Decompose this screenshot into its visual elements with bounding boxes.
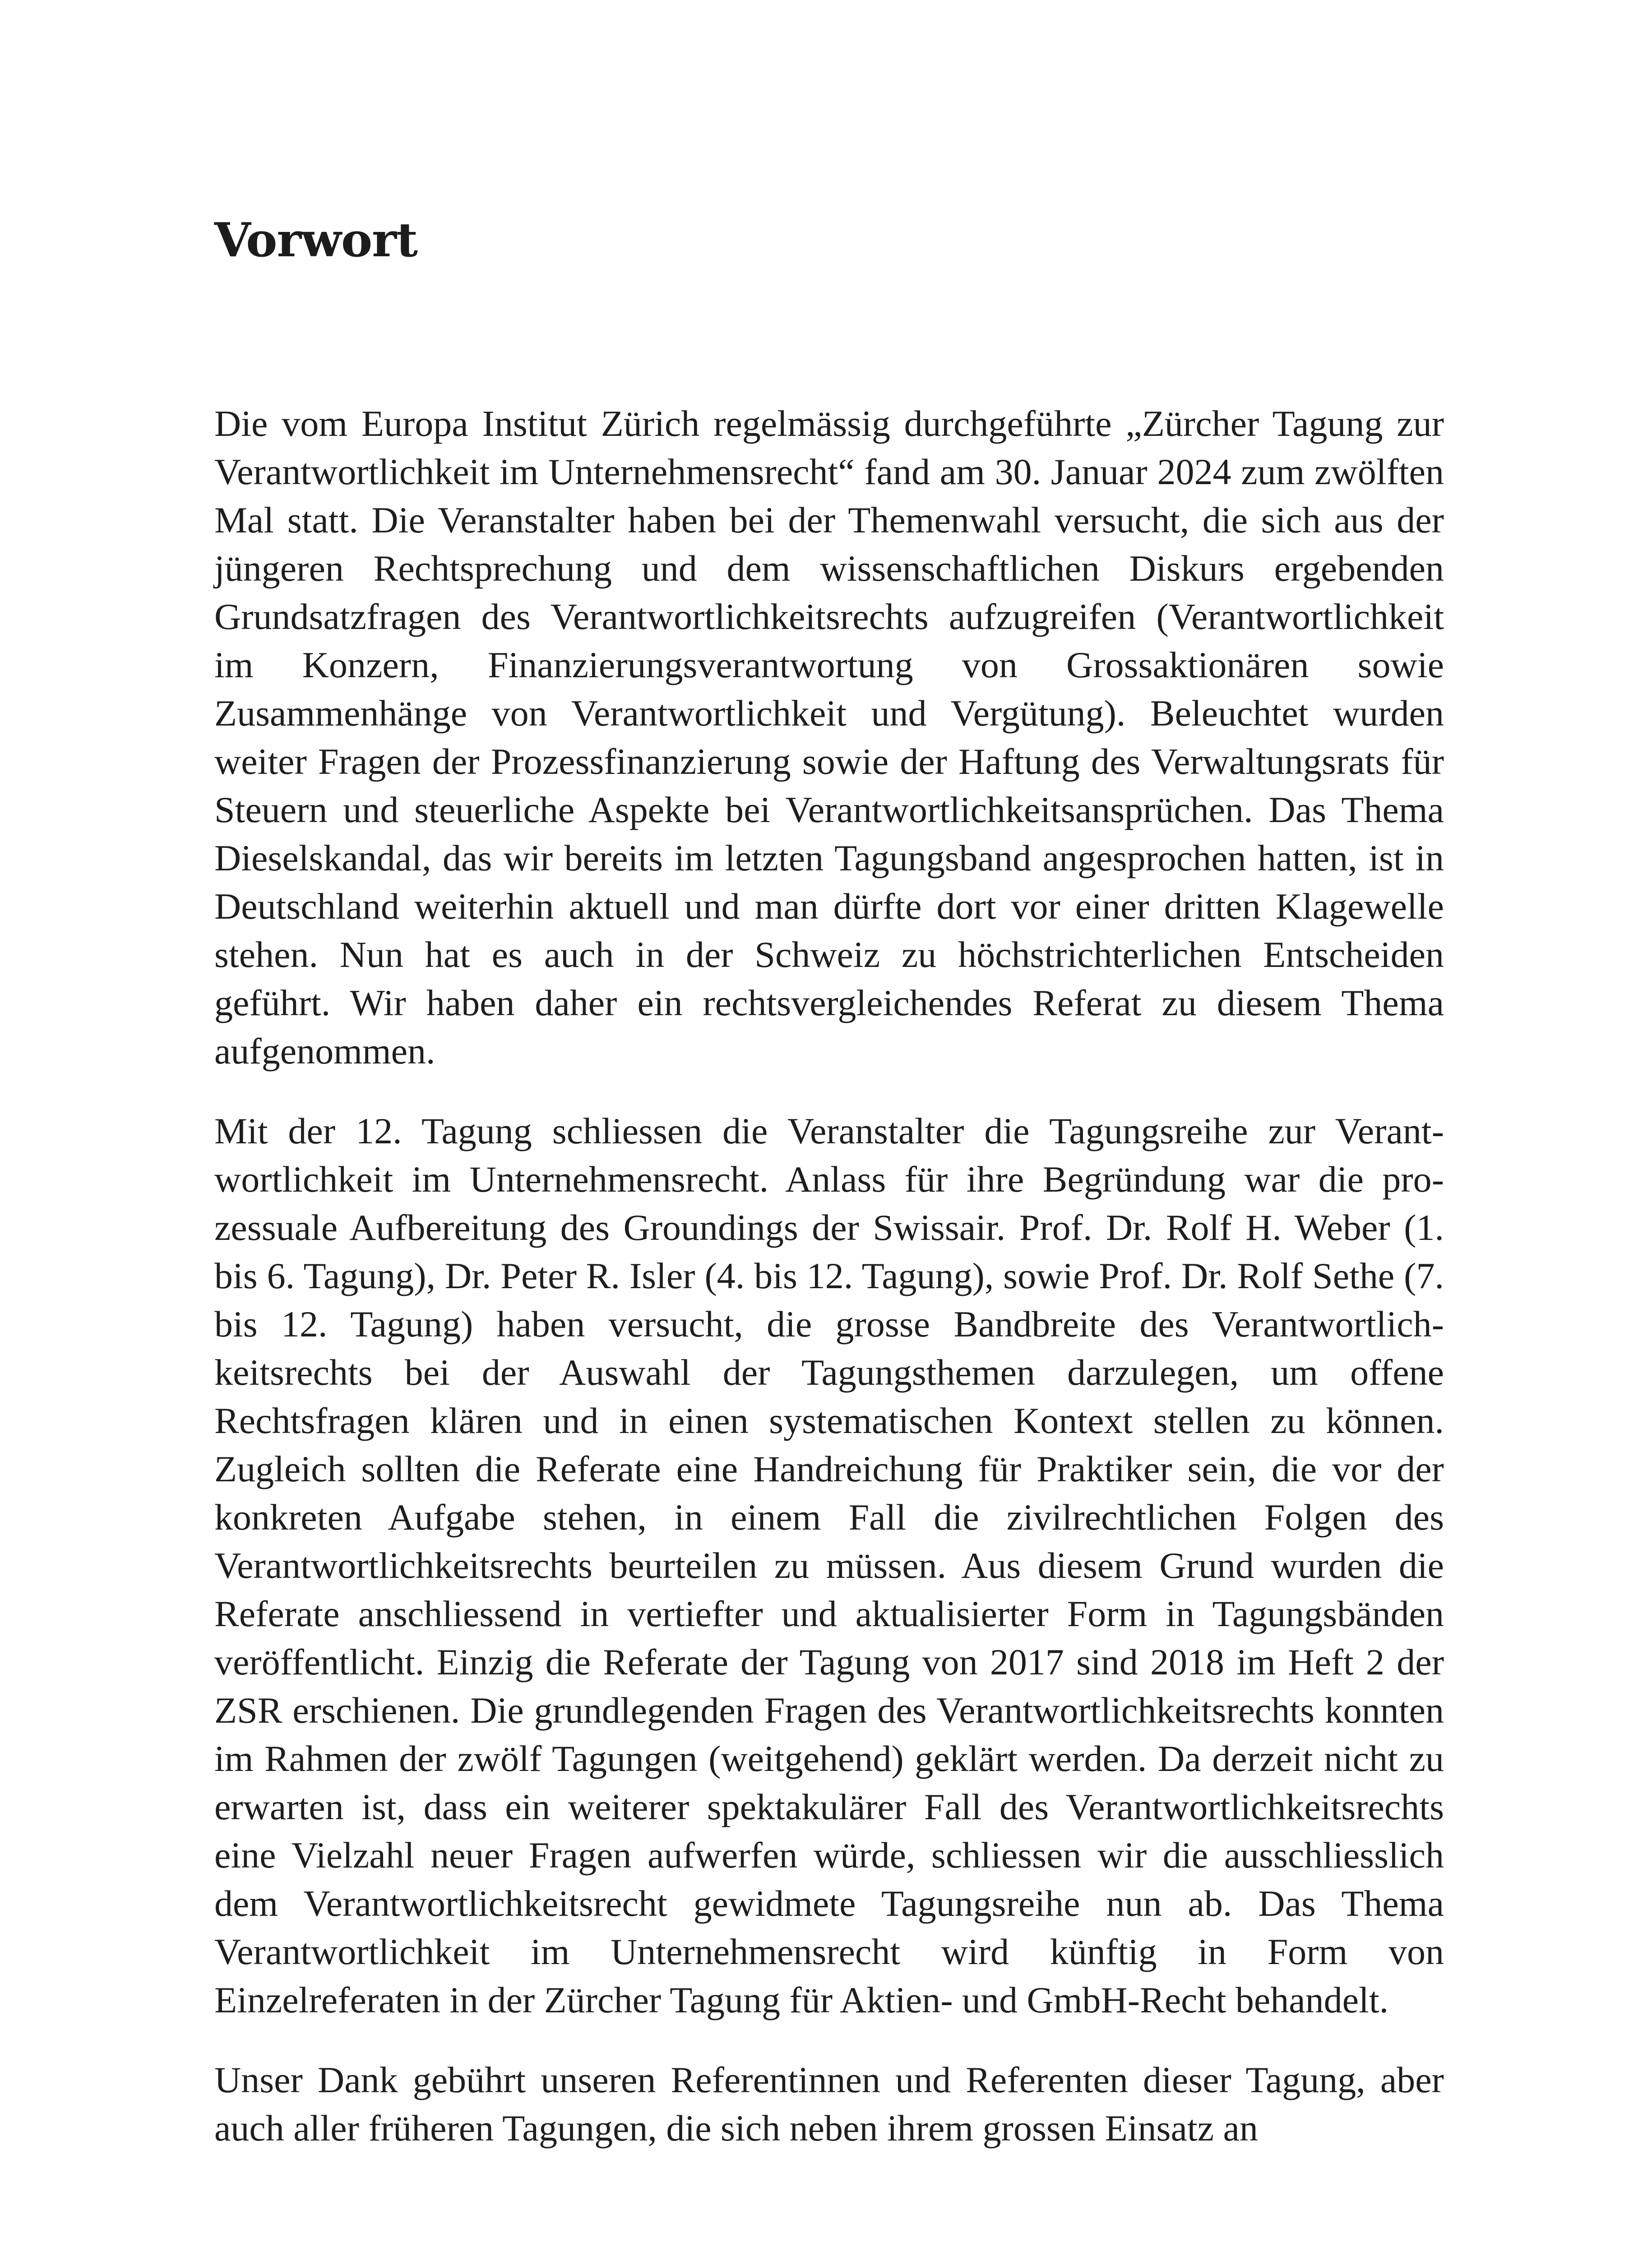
page-title: Vorwort bbox=[214, 212, 418, 268]
page-content bbox=[214, 212, 1444, 2184]
paragraph-2: Mit der 12. Tagung schliessen die Veranstalter die Tagungsreihe zur Verantwortlichkeit im Unternehmensrecht. Anlass für ihre Begründung war die prozessuale Aufbereitung des Groundings der Swissair. Prof. Dr. Rolf H. Weber (1. bis 6. Tagung), Dr. Peter R. Isler (4. bis 12. Tagung), sowie Prof. Dr. Rolf Sethe (7. bis 12. Tagung) haben versucht, die grosse Bandbreite des Verantwortlichkeitsrechts bei der Auswahl der Tagungsthemen darzulegen, um offene Rechtsfragen klären und in einen systematischen Kontext stellen zu können. Zugleich sollten die Referate eine Handreichung für Praktiker sein, die vor der konkreten Aufgabe stehen, in einem Fall die zivilrechtlichen Folgen des Verantwortlichkeitsrechts beurteilen zu müssen. Aus diesem Grund wurden die Referate anschliessend in vertiefter und aktualisierter Form in Tagungsbänden veröffentlicht. Einzig die Referate der Tagung von 2017 sind 2018 im Heft 2 der ZSR erschienen. Die grundlegenden Fragen des Verantwortlichkeitsrechts konnten im Rahmen der zwölf Tagungen (weitgehend) geklärt werden. Da derzeit nicht zu erwarten ist, dass ein weiterer spektakulärer Fall des Verantwortlichkeitsrechts eine Vielzahl neuer Fragen aufwerfen würde, schliessen wir die ausschliesslich dem Verantwortlichkeitsrecht gewidmete Tagungsreihe nun ab. Das Thema Verantwortlichkeit im Unternehmensrecht wird künftig in Form von Einzelreferaten in der Zürcher Tagung für Aktien- und GmbH-Recht behandelt. bbox=[214, 1110, 1444, 2020]
paragraph-3: Unser Dank gebührt unseren Referentinnen und Referenten dieser Tagung, aber auch aller früheren Tagungen, die sich neben ihrem grossen Einsatz an bbox=[214, 2059, 1444, 2149]
body-text bbox=[214, 399, 1444, 2152]
paragraph-1: Die vom Europa Institut Zürich regelmässig durchgeführte „Zürcher Tagung zur Verantwortlichkeit im Unternehmensrecht“ fand am 30. Januar 2024 zum zwölften Mal statt. Die Veranstalter haben bei der Themenwahl versucht, die sich aus der jüngeren Rechtsprechung und dem wissenschaftlichen Diskurs ergebenden Grundsatzfragen des Verantwortlichkeitsrechts aufzugreifen (Verantwortlichkeit im Konzern, Finanzierungsverantwortung von Grossaktionären sowie Zusammenhänge von Verantwortlichkeit und Vergütung). Beleuchtet wurden weiter Fragen der Prozessfinanzierung sowie der Haftung des Verwaltungsrats für Steuern und steuerliche Aspekte bei Verantwortlichkeitsansprüchen. Das Thema Dieselskandal, das wir bereits im letzten Tagungsband angesprochen hatten, ist in Deutschland weiterhin aktuell und man dürfte dort vor einer dritten Klagewelle stehen. Nun hat es auch in der Schweiz zu höchstrichterlichen Entscheiden geführt. Wir haben daher ein rechtsvergleichendes Referat zu diesem Thema aufgenommen. bbox=[214, 402, 1444, 1072]
